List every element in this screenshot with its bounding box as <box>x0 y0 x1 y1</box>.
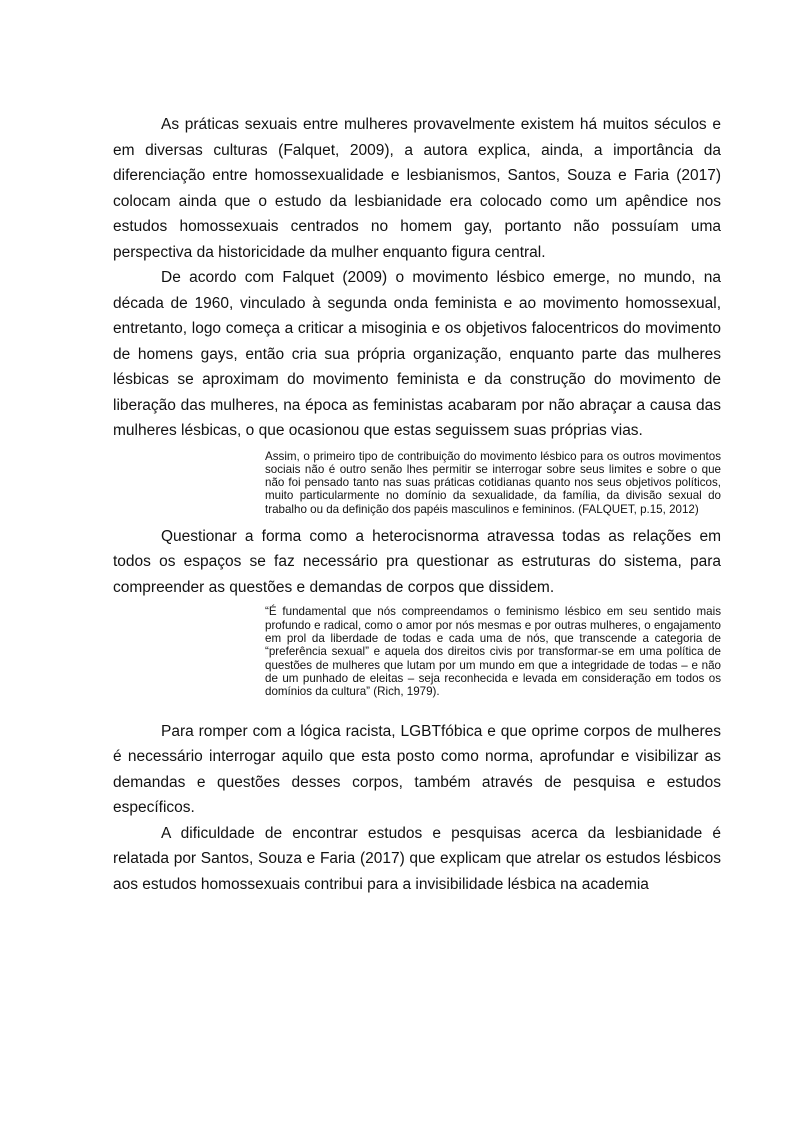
block-quote-rich: “É fundamental que nós compreendamos o feminismo lésbico em seu sentido mais profundo e radical, como o amor por nós mesmas e por outras mulheres, o engajamento em prol da liberdade de todas e cada uma de nós, que transcende a categoria de “preferência sexual” e aquela dos direitos civis por transformar-se em uma política de questões de mulheres que lutam por um mundo em que a integridade de todas – e não de um punhado de eleitas – seja reconhecida e levada em consideração em todos os domínios da cultura” (Rich, 1979). <box>265 605 721 699</box>
paragraph-lesbian-practices: As práticas sexuais entre mulheres provavelmente existem há muitos séculos e em diversas culturas (Falquet, 2009), a autora explica, ainda, a importância da diferenciação entre homossexualidade e lesbianismos, Santos, Souza e Faria (2017) colocam ainda que o estudo da lesbianidade era colocado como um apêndice nos estudos homossexuais centrados no homem gay, portanto não possuíam uma perspectiva da historicidade da mulher enquanto figura central. <box>113 116 721 261</box>
paragraph-heterocisnorm: Questionar a forma como a heterocisnorma atravessa todas as relações em todos os espaços se faz necessário pra questionar as estruturas do sistema, para compreender as questões e demandas de corpos que dissidem. <box>113 527 721 596</box>
paragraph-lesbian-movement: De acordo com Falquet (2009) o movimento lésbico emerge, no mundo, na década de 1960, vinculado à segunda onda feminista e ao movimento homossexual, entretanto, logo começa a criticar a misoginia e os objetivos falocentricos do movimento de homens gays, então cria sua própria organização, enquanto parte das mulheres lésbicas se aproximam do movimento feminista e da construção do movimento de liberação das mulheres, na época as feministas acabaram por não abraçar a causa das mulheres lésbicas, o que ocasionou que estas seguissem suas próprias vias. <box>113 269 721 439</box>
paragraph-breaking-logic: Para romper com a lógica racista, LGBTfóbica e que oprime corpos de mulheres é necessário interrogar aquilo que esta posto como norma, aprofundar e visibilizar as demandas e questões desses corpos, também através de pesquisa e estudos específicos. <box>113 722 721 817</box>
page-body <box>113 112 721 897</box>
paragraph-research-difficulty: A dificuldade de encontrar estudos e pesquisas acerca da lesbianidade é relatada por Santos, Souza e Faria (2017) que explicam que atrelar os estudos lésbicos aos estudos homossexuais contribui para a invisibilidade lésbica na academia <box>113 824 721 893</box>
block-quote-falquet: Assim, o primeiro tipo de contribuição do movimento lésbico para os outros movimentos sociais não é outro senão lhes permitir se interrogar sobre seus limites e sobre o que não foi pensado tanto nas suas práticas cotidianas quanto nos seus objetivos políticos, muito particularmente no domínio da sexualidade, da família, da divisão sexual do trabalho ou da definição dos papéis masculinos e femininos. (FALQUET, p.15, 2012) <box>265 449 721 516</box>
